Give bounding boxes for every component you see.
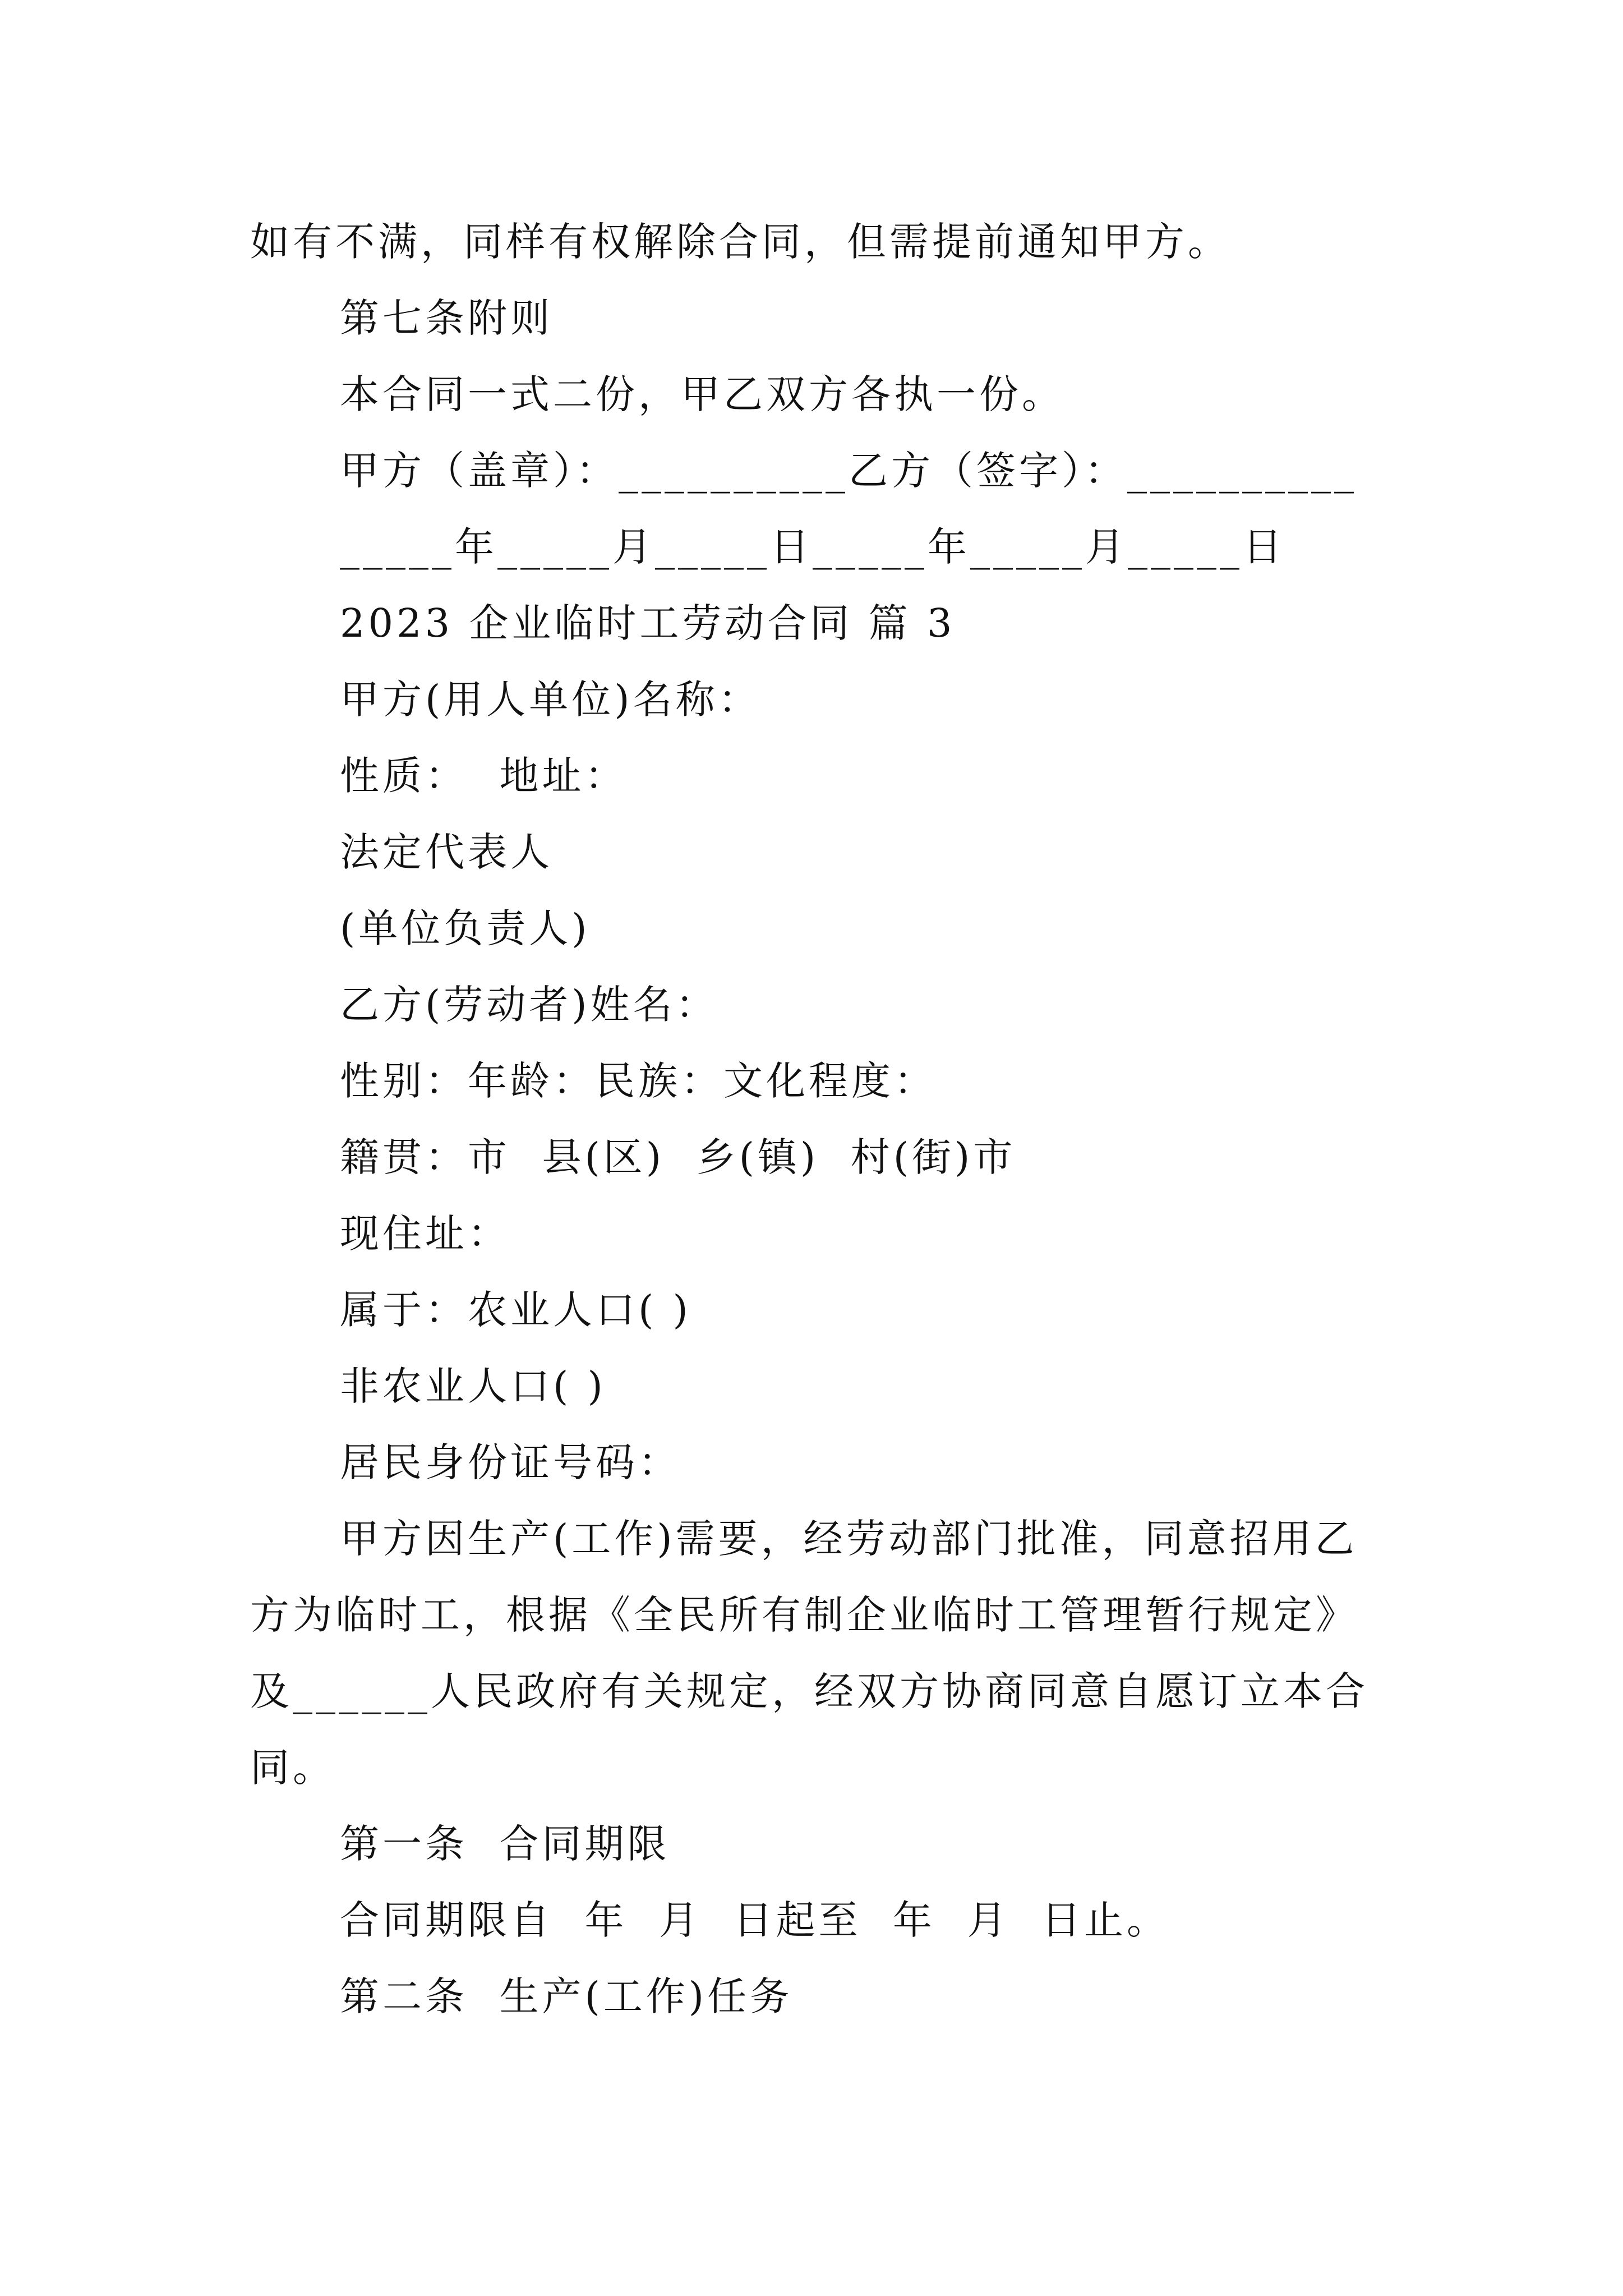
personal-info-field: 性别：年龄：民族：文化程度： xyxy=(340,1058,937,1104)
legal-representative-field: 法定代表人 xyxy=(340,829,553,875)
current-address-field: 现住址： xyxy=(340,1211,510,1257)
paragraph-continuation: 如有不满，同样有权解除合同，但需提前通知甲方。 xyxy=(250,219,1230,265)
preamble-line-2: 方为临时工，根据《全民所有制企业临时工管理暂行规定》 xyxy=(250,1592,1358,1638)
non-agricultural-household-field: 非农业人口( ) xyxy=(340,1363,606,1409)
party-a-name-field: 甲方(用人单位)名称： xyxy=(340,677,761,723)
section-heading-article-7: 第七条附则 xyxy=(340,295,553,341)
party-b-name-field: 乙方(劳动者)姓名： xyxy=(340,982,718,1028)
preamble-line-3: 及______人民政府有关规定，经双方协商同意自愿订立本合 xyxy=(250,1668,1368,1714)
preamble-line-4: 同。 xyxy=(250,1745,335,1791)
nature-address-field: 性质： 地址： xyxy=(340,753,628,799)
agricultural-household-field: 属于：农业人口( ) xyxy=(340,1287,691,1333)
section-heading-article-2: 第二条 生产(工作)任务 xyxy=(340,1973,793,2019)
contract-title: 2023 企业临时工劳动合同 篇 3 xyxy=(340,600,956,646)
section-heading-article-1: 第一条 合同期限 xyxy=(340,1821,670,1867)
contract-term-text: 合同期限自 年 月 日起至 年 月 日止。 xyxy=(340,1897,1170,1943)
id-number-field: 居民身份证号码： xyxy=(340,1439,681,1485)
preamble-line-1: 甲方因生产(工作)需要，经劳动部门批准，同意招用乙 xyxy=(340,1516,1358,1562)
date-line: _____年_____月_____日_____年_____月_____日 xyxy=(340,524,1285,570)
contract-copies-text: 本合同一式二份，甲乙双方各执一份。 xyxy=(340,371,1064,417)
unit-responsible-field: (单位负责人) xyxy=(340,905,591,951)
signature-line: 甲方（盖章）：__________乙方（签字）：__________ xyxy=(340,448,1357,494)
native-place-field: 籍贯：市 县(区) 乡(镇) 村(街)市 xyxy=(340,1134,1016,1180)
